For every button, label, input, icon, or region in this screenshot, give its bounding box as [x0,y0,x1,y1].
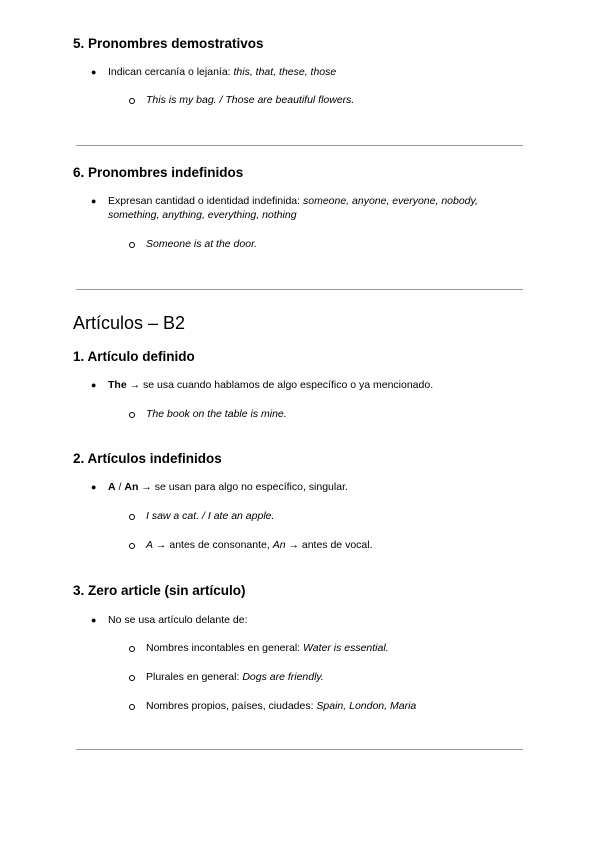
bullet-separator: / [115,481,125,493]
bullet-label: Indican cercanía o lejanía: [108,66,234,78]
bullet-examples-line1: someone, anyone, everyone, nobody, [302,195,478,207]
divider [76,749,523,750]
sub-bullet-circle-icon [129,675,135,681]
bullet-dot-icon: ● [91,615,97,625]
rule-text-1: → antes de consonante, [153,539,273,551]
sub-item [146,670,324,684]
sub-bullet-circle-icon [129,242,135,248]
article-a: A [146,539,154,551]
sub-item-label: Nombres propios, países, ciudades: [146,700,317,712]
sub-rule [146,538,373,552]
sub-bullet-circle-icon [129,646,135,652]
article-an: An [272,539,286,551]
section-heading-definite-article: 1. Artículo definido [73,349,195,364]
sub-item [146,699,416,713]
divider [76,289,523,290]
sub-example: I saw a cat. / I ate an apple. [146,510,275,522]
sub-example: Someone is at the door. [146,238,258,250]
bullet-text [108,194,478,208]
sub-example: The book on the table is mine. [146,408,287,420]
bullet-examples-line2: something, anything, everything, nothing [108,209,297,221]
sub-bullet-circle-icon [129,412,135,418]
divider [76,145,523,146]
rule-text-2: → antes de vocal. [285,539,373,551]
bullet-dot-icon: ● [91,196,97,206]
bullet-keyword-an: An [124,481,139,493]
sub-item-example: Spain, London, Maria [316,700,417,712]
sub-bullet-circle-icon [129,704,135,710]
bullet-text [108,65,336,79]
bullet-label: → se usan para algo no específico, singular. [138,481,348,493]
sub-example: This is my bag. / Those are beautiful flowers. [146,94,355,106]
bullet-keyword-a: A [108,481,116,493]
sub-bullet-circle-icon [129,514,135,520]
sub-item [146,641,389,655]
section-heading-demonstrative: 5. Pronombres demostrativos [73,36,264,51]
sub-item-label: Nombres incontables en general: [146,642,304,654]
bullet-label: → se usa cuando hablamos de algo específico o ya mencionado. [126,379,434,391]
section-heading-zero-article: 3. Zero article (sin artículo) [73,583,246,598]
section-heading-indefinite-articles: 2. Artículos indefinidos [73,451,222,466]
bullet-dot-icon: ● [91,380,97,390]
bullet-text [108,378,433,392]
bullet-examples: this, that, these, those [233,66,337,78]
sub-bullet-circle-icon [129,543,135,549]
bullet-keyword: The [108,379,127,391]
sub-item-example: Water is essential. [303,642,389,654]
bullet-dot-icon: ● [91,67,97,77]
bullet-label: Expresan cantidad o identidad indefinida: [108,195,303,207]
bullet-dot-icon: ● [91,482,97,492]
page-title: Artículos – B2 [73,313,186,333]
sub-item-label: Plurales en general: [146,671,243,683]
sub-item-example: Dogs are friendly. [242,671,324,683]
section-heading-indefinite: 6. Pronombres indefinidos [73,165,244,180]
bullet-text [108,480,348,494]
sub-bullet-circle-icon [129,98,135,104]
bullet-text: No se usa artículo delante de: [108,614,248,626]
